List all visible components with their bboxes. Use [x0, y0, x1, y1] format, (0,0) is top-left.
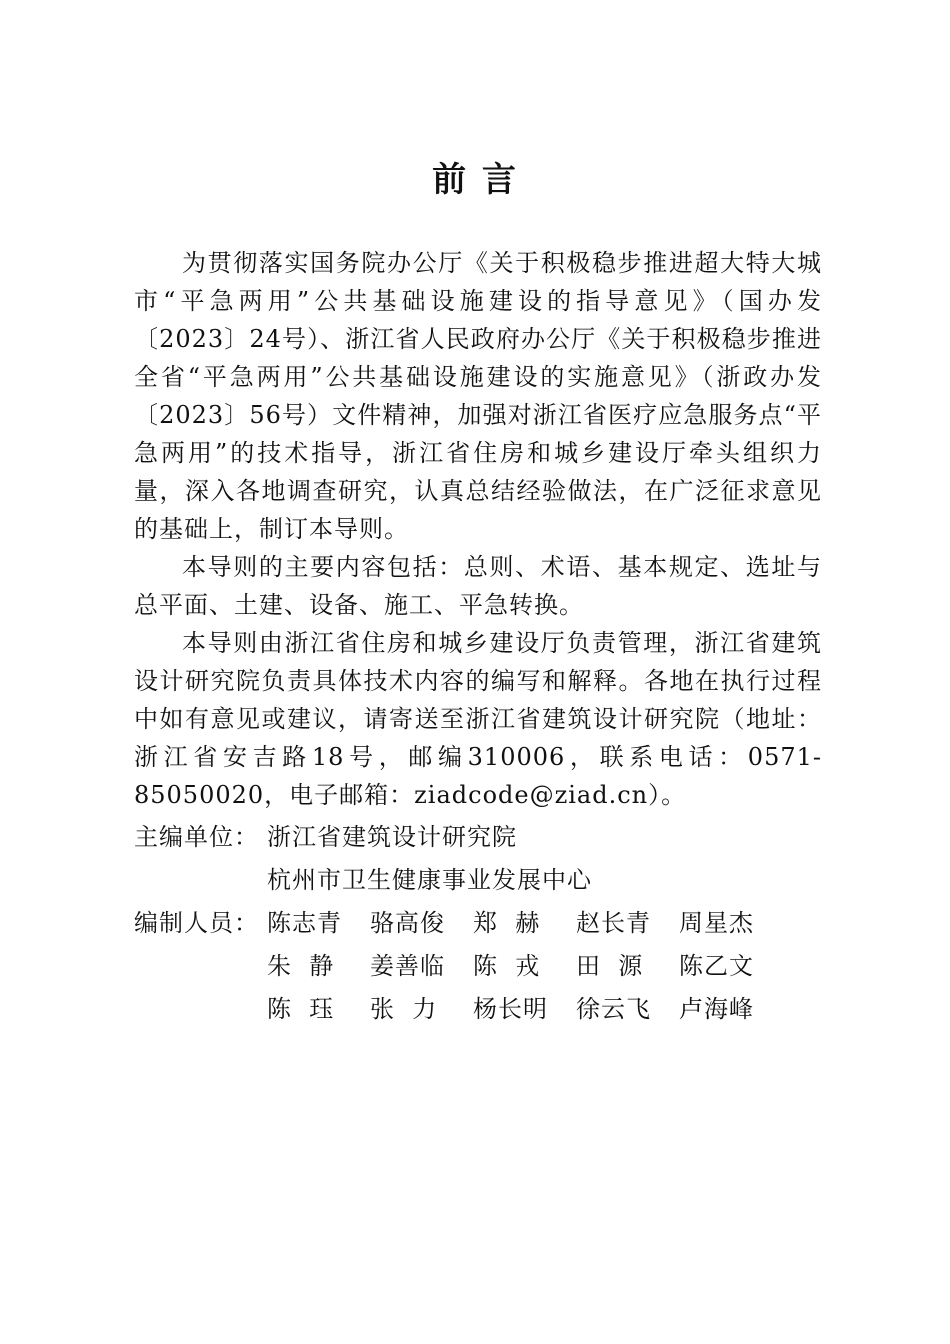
paragraph-background: 为贯彻落实国务院办公厅《关于积极稳步推进超大特大城市“平急两用”公共基础设施建设的指导意见》（国办发〔2023〕24号）、浙江省人民政府办公厅《关于积极稳步推进全省“平急两用”公共基础设施建设的实施意见》（浙政办发〔2023〕56号）文件精神，加强对浙江省医疗应急服务点“平急两用”的技术指导，浙江省住房和城乡建设厅牵头组织力量，深入各地调查研究，认真总结经验做法，在广泛征求意见的基础上，制订本导则。 [134, 249, 822, 543]
chief-editor-row [134, 818, 822, 861]
compiler-name: 骆高俊 [370, 909, 445, 937]
compiler-name: 陈 戎 [473, 952, 541, 980]
document-body [134, 244, 822, 1033]
compiler-name: 卢海峰 [679, 995, 754, 1023]
paragraph-contents: 本导则的主要内容包括：总则、术语、基本规定、选址与总平面、土建、设备、施工、平急转换。 [134, 553, 822, 619]
chief-editor-unit: 浙江省建筑设计研究院 [267, 823, 517, 851]
compiler-name: 徐云飞 [576, 995, 651, 1023]
compilers-label: 编制人员： [134, 909, 259, 937]
compiler-name: 朱 静 [267, 952, 335, 980]
chief-editor-unit: 杭州市卫生健康事业发展中心 [267, 866, 592, 894]
compiler-name: 周星杰 [679, 909, 754, 937]
compiler-names [267, 947, 782, 985]
compiler-name: 张 力 [370, 995, 438, 1023]
paragraph-management: 本导则由浙江省住房和城乡建设厅负责管理，浙江省建筑设计研究院负责具体技术内容的编写和解释。各地在执行过程中如有意见或建议，请寄送至浙江省建筑设计研究院（地址：浙江省安吉路18号，邮编310006，联系电话：0571-85050020，电子邮箱：ziadcode@ziad.cn）。 [134, 629, 822, 809]
credits [134, 818, 822, 1033]
compilers-row [134, 990, 822, 1033]
compilers-row [134, 904, 822, 947]
page-title: 前 言 [432, 160, 518, 200]
compiler-name: 赵长青 [576, 909, 651, 937]
compiler-name: 陈乙文 [679, 952, 754, 980]
compiler-name: 郑 赫 [473, 909, 541, 937]
compiler-name: 姜善临 [370, 952, 445, 980]
compiler-name: 陈志青 [267, 909, 342, 937]
compiler-names [267, 904, 782, 942]
compiler-names [267, 990, 782, 1028]
compiler-name: 陈 珏 [267, 995, 335, 1023]
compiler-name: 杨长明 [473, 995, 548, 1023]
chief-editor-row [134, 861, 822, 904]
chief-editor-label: 主编单位： [134, 823, 259, 851]
compiler-name: 田 源 [576, 952, 644, 980]
compilers-row [134, 947, 822, 990]
